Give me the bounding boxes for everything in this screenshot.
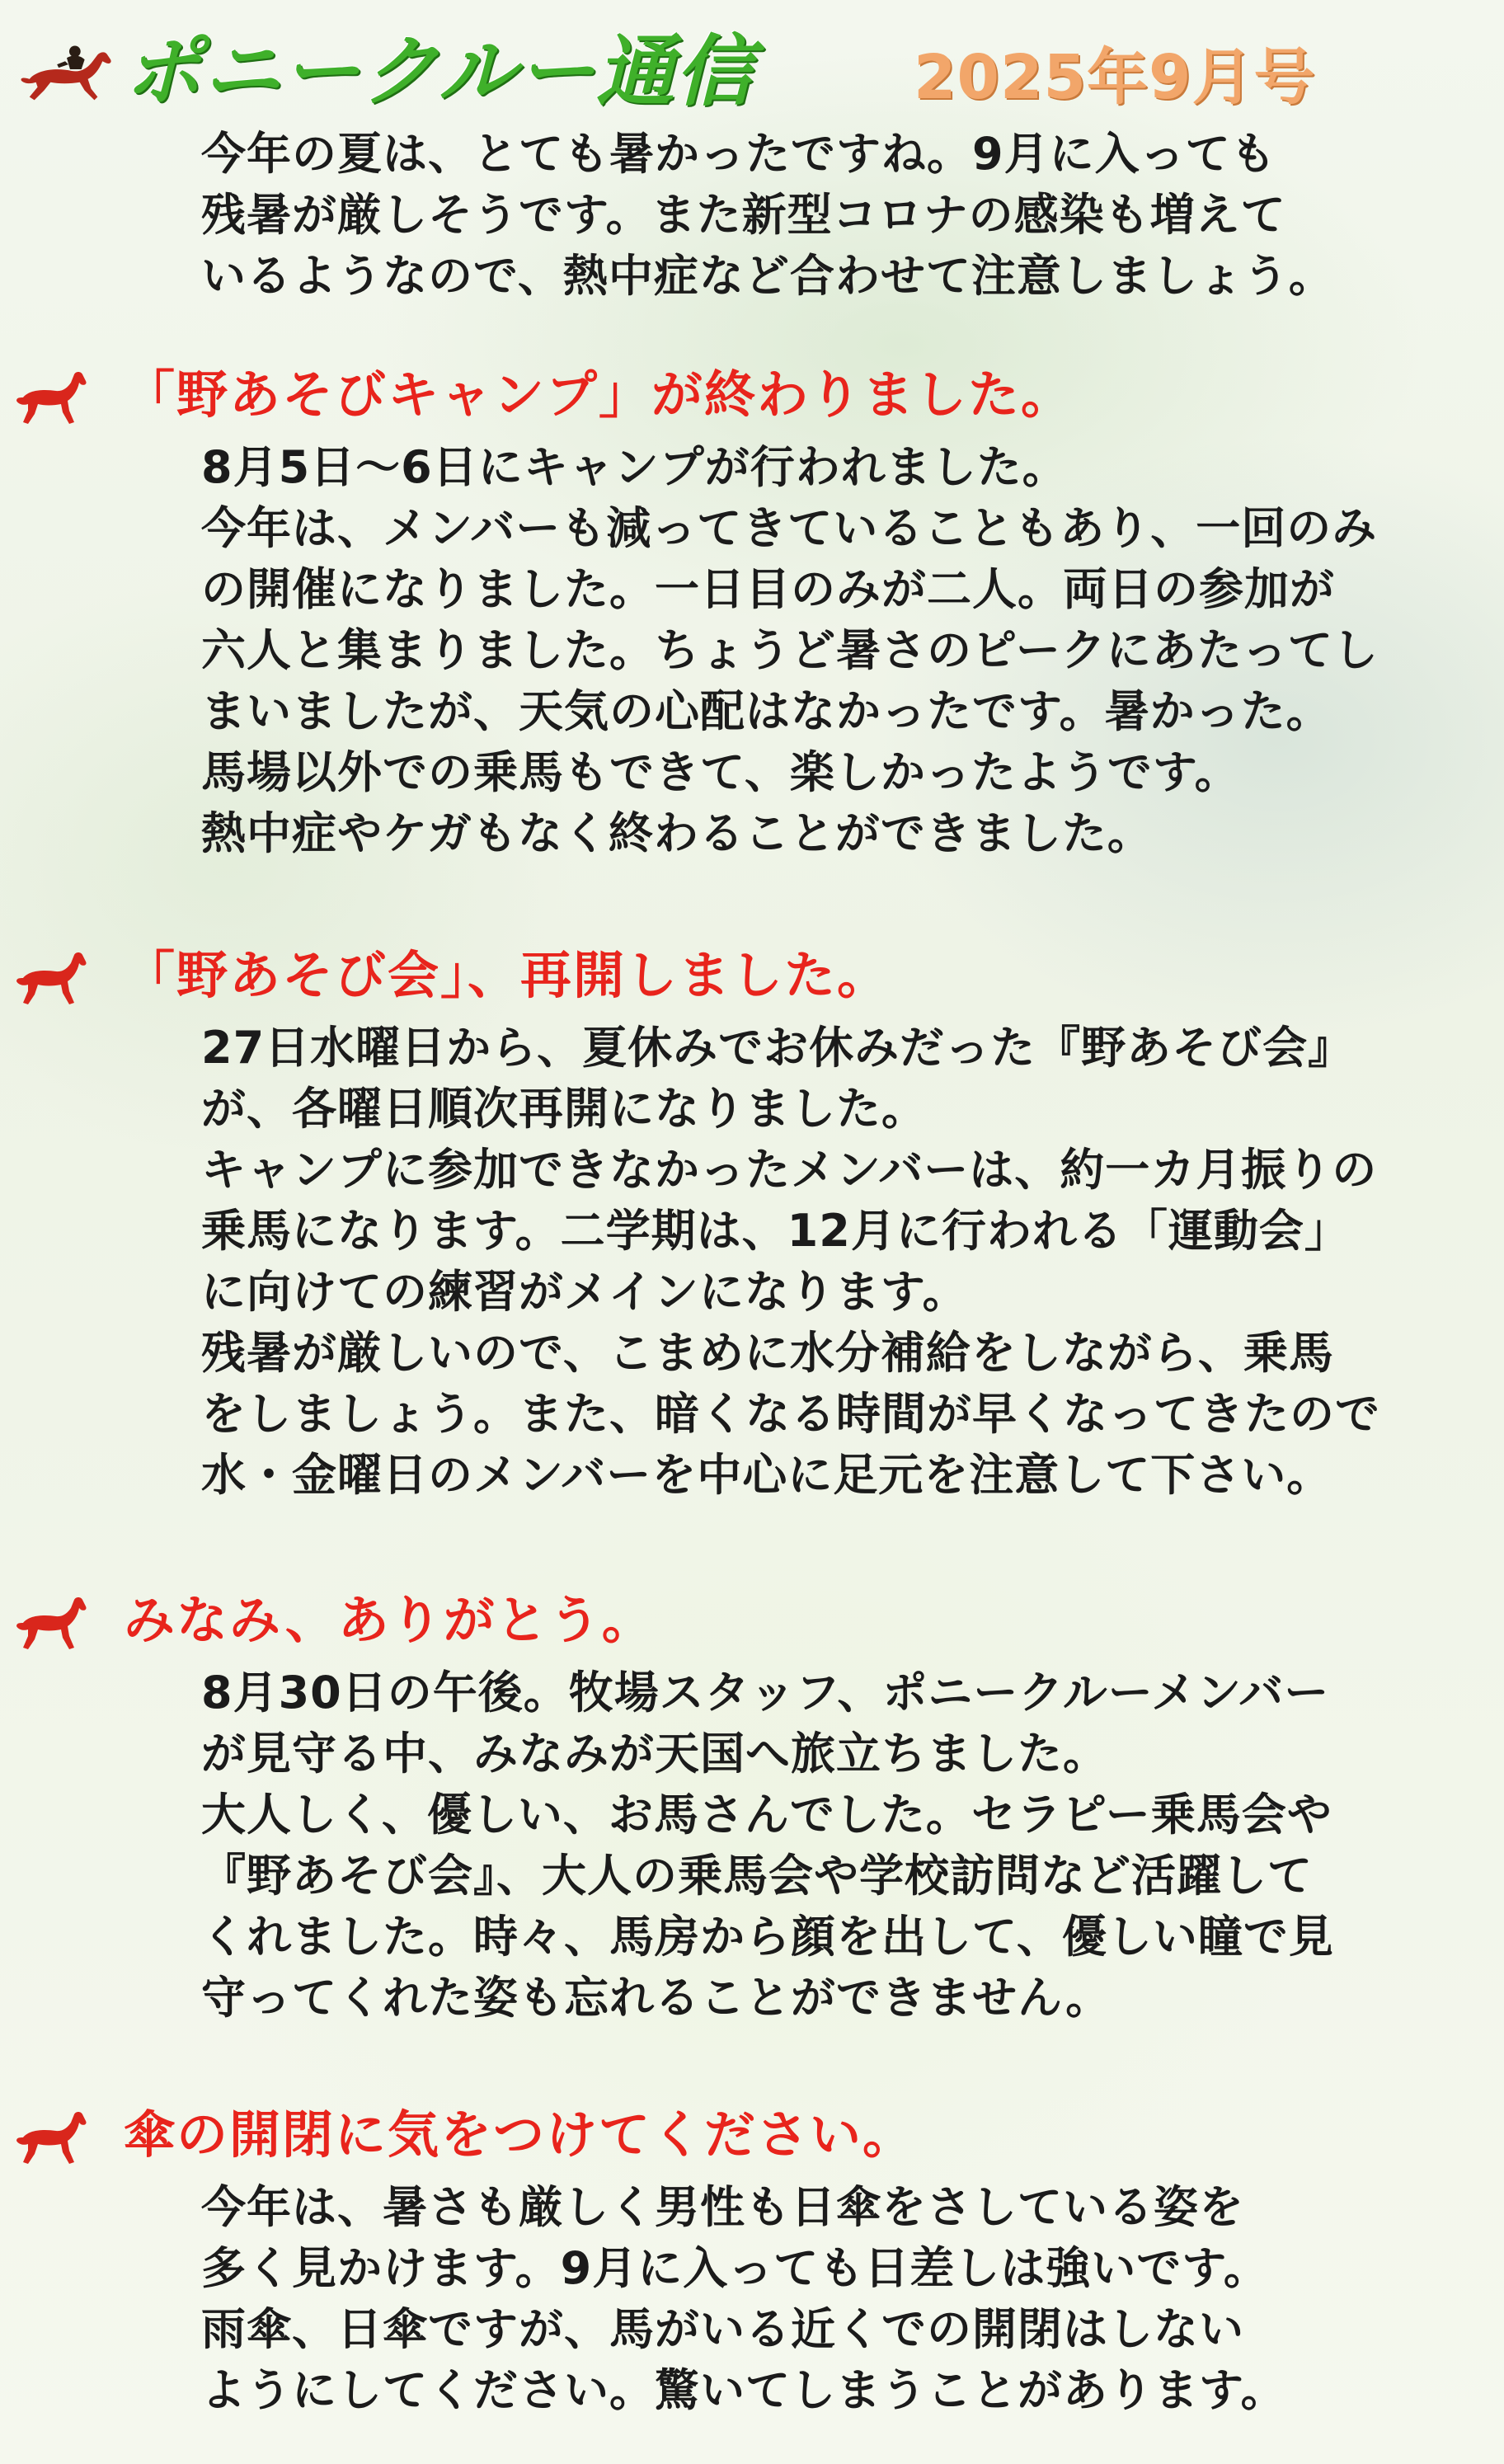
intro-line: いるようなので、熱中症など合わせて注意しましょう。 — [201, 250, 1334, 302]
body-line: 乗馬になります。二学期は、12月に行われる「運動会」 — [201, 1205, 1350, 1257]
body-line: 残暑が厳しいので、こまめに水分補給をしながら、乗馬 — [201, 1327, 1334, 1379]
intro-paragraph — [201, 124, 1488, 307]
section-body — [201, 1659, 1488, 2029]
section-title: みなみ、ありがとう。 — [124, 1590, 655, 1650]
body-line: まいましたが、天気の心配はなかったです。暑かった。 — [201, 685, 1332, 737]
horse-icon — [15, 1590, 91, 1654]
intro-line: 今年の夏は、とても暑かったですね。9月に入っても — [201, 128, 1276, 180]
section-heading — [0, 935, 1504, 1014]
masthead — [0, 15, 1504, 130]
body-line: の開催になりました。一日目のみが二人。両日の参加が — [201, 563, 1335, 615]
racehorse-jockey-icon — [18, 36, 115, 107]
section-heading — [0, 1580, 1504, 1659]
body-line: 水・金曜日のメンバーを中心に足元を注意して下さい。 — [201, 1449, 1332, 1501]
horse-icon — [15, 364, 91, 429]
body-line: が、各曜日順次再開になりました。 — [201, 1083, 927, 1135]
section-body — [201, 1014, 1488, 1506]
intro-line: 残暑が厳しそうです。また新型コロナの感染も増えて — [201, 189, 1286, 241]
body-line: 六人と集まりました。ちょうど暑さのピークにあたってし — [201, 624, 1379, 676]
section-body — [201, 434, 1488, 864]
body-line: 8月5日～6日にキャンプが行われました。 — [201, 441, 1068, 493]
section-camp — [0, 355, 1504, 864]
body-line: をしましょう。また、暗くなる時間が早くなってきたので — [201, 1388, 1380, 1440]
body-line: 今年は、暑さも厳しく男性も日傘をさしている姿を — [201, 2181, 1244, 2233]
body-line: 『野あそび会』、大人の乗馬会や学校訪問など活躍して — [201, 1850, 1313, 1902]
section-reopen — [0, 935, 1504, 1506]
issue-date: 2025年9月号 — [914, 42, 1316, 113]
horse-icon — [15, 2104, 91, 2169]
body-line: 守ってくれた姿も忘れることができません。 — [201, 1972, 1112, 2024]
section-heading — [0, 355, 1504, 434]
body-line: 大人しく、優しい、お馬さんでした。セラピー乗馬会や — [201, 1789, 1332, 1841]
section-umbrella — [0, 2095, 1504, 2421]
body-line: 8月30日の午後。牧場スタッフ、ポニークルーメンバー — [201, 1667, 1330, 1719]
body-line: 27日水曜日から、夏休みでお休みだった『野あそび会』 — [201, 1022, 1354, 1074]
body-line: 熱中症やケガもなく終わることができました。 — [201, 807, 1153, 859]
body-line: 雨傘、日傘ですが、馬がいる近くでの開閉はしない — [201, 2303, 1244, 2355]
body-line: くれました。時々、馬房から顔を出して、優しい瞳で見 — [201, 1911, 1334, 1963]
section-minami — [0, 1580, 1504, 2029]
body-line: に向けての練習がメインになります。 — [201, 1266, 968, 1318]
body-line: 今年は、メンバーも減ってきていることもあり、一回のみ — [201, 502, 1378, 554]
section-title: 「野あそびキャンプ」が終わりました。 — [124, 364, 1074, 425]
section-title: 「野あそび会」、再開しました。 — [124, 945, 891, 1005]
body-line: キャンプに参加できなかったメンバーは、約一カ月振りの — [201, 1144, 1378, 1196]
body-line: 馬場以外での乗馬もできて、楽しかったようです。 — [201, 746, 1240, 798]
section-title: 傘の開閉に気をつけてください。 — [124, 2104, 916, 2165]
newsletter-title: ポニークルー通信 — [124, 27, 755, 117]
body-line: が見守る中、みなみが天国へ旅立ちました。 — [201, 1728, 1108, 1780]
horse-icon — [15, 945, 91, 1009]
section-heading — [0, 2095, 1504, 2174]
section-body — [201, 2174, 1488, 2421]
body-line: 多く見かけます。9月に入っても日差しは強いです。 — [201, 2242, 1269, 2294]
body-line: ようにしてください。驚いてしまうことがあります。 — [201, 2364, 1286, 2416]
